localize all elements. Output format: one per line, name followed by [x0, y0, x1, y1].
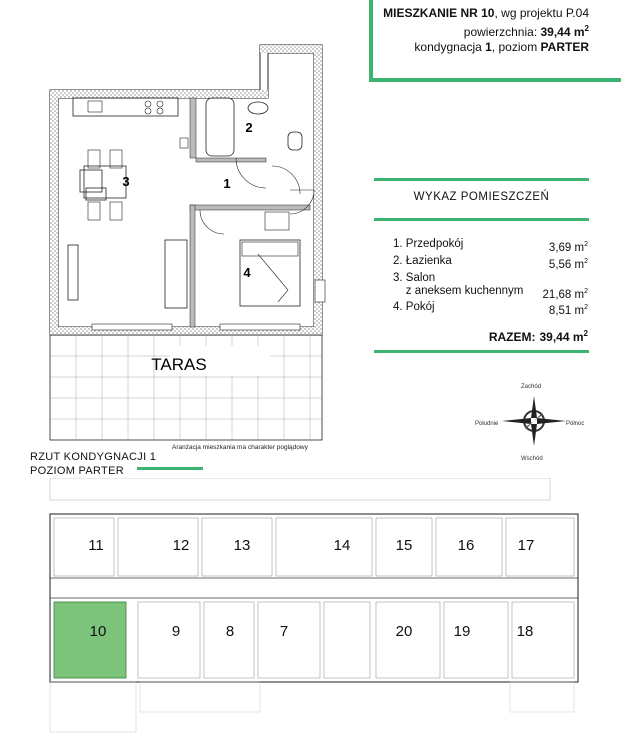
room-area: 5,56 $m^2$ — [548, 257, 588, 271]
room-number: 3 — [122, 174, 130, 189]
total-label: RAZEM: — [488, 330, 536, 344]
apartment-number: 9 — [171, 623, 181, 640]
apartment-number: 19 — [453, 623, 471, 640]
room-number: 1 — [223, 176, 231, 191]
apartment-label: MIESZKANIE NR 10 — [383, 6, 495, 20]
apartment-area-line — [383, 21, 589, 40]
apartment-number: 13 — [233, 537, 251, 554]
compass-south: Południe — [475, 421, 499, 427]
room-row — [393, 238, 588, 255]
room-name: z aneksem kuchennym — [393, 284, 524, 297]
room-list-mid-rule — [374, 218, 589, 221]
area-label: powierzchnia: — [463, 25, 538, 39]
level-line-1: RZUT KONDYGNACJI 1 — [30, 451, 157, 463]
compass-north: Północ — [566, 421, 585, 427]
room-row — [393, 272, 588, 285]
header-accent-bar-bottom — [369, 78, 621, 82]
total-area — [374, 329, 588, 344]
room-list-title: WYKAZ POMIESZCZEŃ — [413, 191, 550, 203]
apartment-number: 14 — [333, 537, 351, 554]
room-area: 3,69 $m^2$ — [548, 241, 588, 254]
terrace-label: TARAS — [151, 355, 207, 374]
room-row — [393, 285, 588, 302]
apartment-number: 7 — [279, 623, 289, 640]
building-floor-plan — [30, 478, 590, 736]
room-area: 21,68 $m^2$ — [542, 287, 588, 301]
floor-number: 1 — [485, 40, 492, 54]
room-name: 2. Łazienka — [393, 254, 452, 267]
apartment-header — [383, 6, 589, 55]
room-row — [393, 301, 588, 318]
room-name: 1. Przedpokój — [393, 238, 464, 250]
compass-rose-icon — [500, 394, 568, 448]
apartment-number: 17 — [517, 537, 535, 554]
level-line-2: POZIOM PARTER — [30, 465, 124, 477]
area-sup: 2 — [584, 24, 589, 33]
room-number: 4 — [243, 265, 251, 280]
room-list-top-rule — [374, 178, 589, 181]
compass-west: Zachód — [521, 384, 542, 390]
compass-east: Wschód — [521, 456, 543, 462]
apartment-number: 15 — [395, 537, 413, 554]
apartment-number: 11 — [88, 537, 104, 554]
total-value: 39,44 m — [539, 330, 584, 344]
apartment-floor-line — [383, 40, 589, 55]
apartment-number: 16 — [457, 537, 475, 554]
floor-label: kondygnacja — [414, 40, 482, 54]
apartment-title-line — [383, 6, 589, 21]
level-accent-line — [137, 467, 203, 470]
total-sup: 2 — [583, 329, 588, 338]
highlighted-apartment-10 — [54, 602, 126, 678]
area-value: 39,44 m — [540, 25, 585, 39]
room-area: 8,51 $m^2$ — [548, 304, 588, 318]
room-name: 4. Pokój — [393, 301, 435, 314]
floor-name: PARTER — [540, 40, 589, 54]
room-list-bottom-rule — [374, 350, 589, 353]
apartment-number: 10 — [89, 623, 107, 640]
apartment-number: 8 — [225, 623, 235, 640]
apartment-floor-plan — [40, 40, 340, 442]
level-heading — [30, 450, 156, 478]
room-name: 3. Salon — [393, 271, 436, 284]
apartment-number: 12 — [172, 537, 190, 554]
room-number: 2 — [245, 120, 253, 135]
header-accent-bar — [369, 0, 373, 80]
room-list — [393, 238, 588, 318]
project-text: , wg projektu P.04 — [494, 6, 589, 20]
arrangement-note: Aranżacja mieszkania ma charakter poglądowy — [172, 444, 308, 451]
room-row — [393, 255, 588, 272]
floor-sep: , poziom — [491, 40, 538, 54]
apartment-number: 18 — [516, 623, 534, 640]
apartment-number: 20 — [395, 623, 413, 640]
